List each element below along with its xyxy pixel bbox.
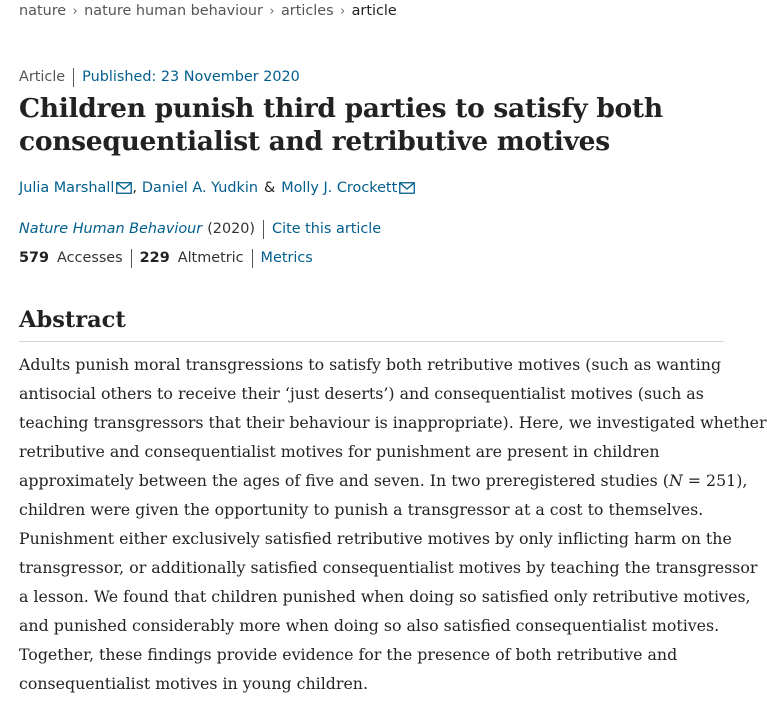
abstract-line: antisocial others to receive their ‘just deserts’) and consequentialist motives (such as <box>19 384 704 403</box>
abstract-line: retributive and consequentialist motives for punishment are present in children <box>19 442 660 461</box>
breadcrumb-item-articles[interactable]: articles <box>280 3 334 19</box>
abstract-line: a lesson. We found that children punished when doing so satisfied only retributive motives, <box>19 587 751 606</box>
journal-info <box>19 218 381 240</box>
breadcrumb-item-journal[interactable]: nature human behaviour <box>84 3 263 19</box>
altmetric-label: Altmetric <box>177 250 244 266</box>
email-icon[interactable] <box>399 182 415 194</box>
accesses-count: 579 <box>19 250 50 266</box>
journal-link[interactable]: Nature Human Behaviour <box>19 221 203 237</box>
divider <box>263 220 264 239</box>
sample-size-value: = 251), <box>682 471 748 490</box>
abstract-line: children were given the opportunity to punish a transgressor at a cost to themselves. <box>19 500 704 519</box>
published-date-link[interactable]: Published: 23 November 2020 <box>82 69 300 85</box>
abstract-line: transgressor, or additionally satisfied consequentialist motives by teaching the transgressor <box>19 558 758 577</box>
breadcrumb <box>19 0 397 22</box>
divider <box>131 249 132 268</box>
author-separator: , <box>132 180 137 196</box>
author-separator: & <box>263 180 276 196</box>
divider <box>73 68 74 87</box>
article-type: Article <box>19 69 66 85</box>
section-divider <box>19 341 724 342</box>
accesses-label: Accesses <box>57 250 123 266</box>
article-metrics <box>19 247 313 269</box>
abstract-line: consequentialist motives in young children. <box>19 674 368 693</box>
chevron-right-icon: › <box>269 3 275 19</box>
breadcrumb-item-nature[interactable]: nature <box>19 3 67 19</box>
author-link-3[interactable]: Molly J. Crockett <box>281 180 398 196</box>
sample-size-symbol: N <box>668 471 683 490</box>
divider <box>252 249 253 268</box>
chevron-right-icon: › <box>339 3 346 19</box>
article-meta <box>19 66 300 88</box>
abstract-line: Together, these findings provide evidence for the presence of both retributive and <box>19 645 678 664</box>
author-link-2[interactable]: Daniel A. Yudkin <box>141 180 258 196</box>
abstract-line: and punished considerably more when doing so also satisfied consequentialist motives. <box>19 616 720 635</box>
cite-article-link[interactable]: Cite this article <box>272 221 382 237</box>
chevron-right-icon: › <box>72 3 78 19</box>
abstract-line-part: approximately between the ages of five and seven. In two preregistered studies ( <box>19 471 669 490</box>
altmetric-count: 229 <box>139 250 170 266</box>
breadcrumb-item-current: article <box>351 3 397 19</box>
article-title: Children punish third parties to satisfy both consequentialist and retributive motives <box>19 93 663 157</box>
abstract-heading: Abstract <box>19 307 126 333</box>
journal-year: (2020) <box>207 221 256 237</box>
author-list <box>19 177 415 199</box>
abstract-line: teaching transgressors that their behaviour is inappropriate). Here, we investigated whether <box>19 413 767 432</box>
metrics-link[interactable]: Metrics <box>260 250 313 266</box>
abstract-line <box>19 466 748 495</box>
email-icon[interactable] <box>116 182 132 194</box>
abstract-line: Adults punish moral transgressions to satisfy both retributive motives (such as wanting <box>19 355 722 374</box>
abstract-line: Punishment either exclusively satisfied retributive motives by only inflicting harm on the <box>19 529 732 548</box>
author-link-1[interactable]: Julia Marshall <box>19 180 115 196</box>
abstract-text <box>19 350 767 698</box>
